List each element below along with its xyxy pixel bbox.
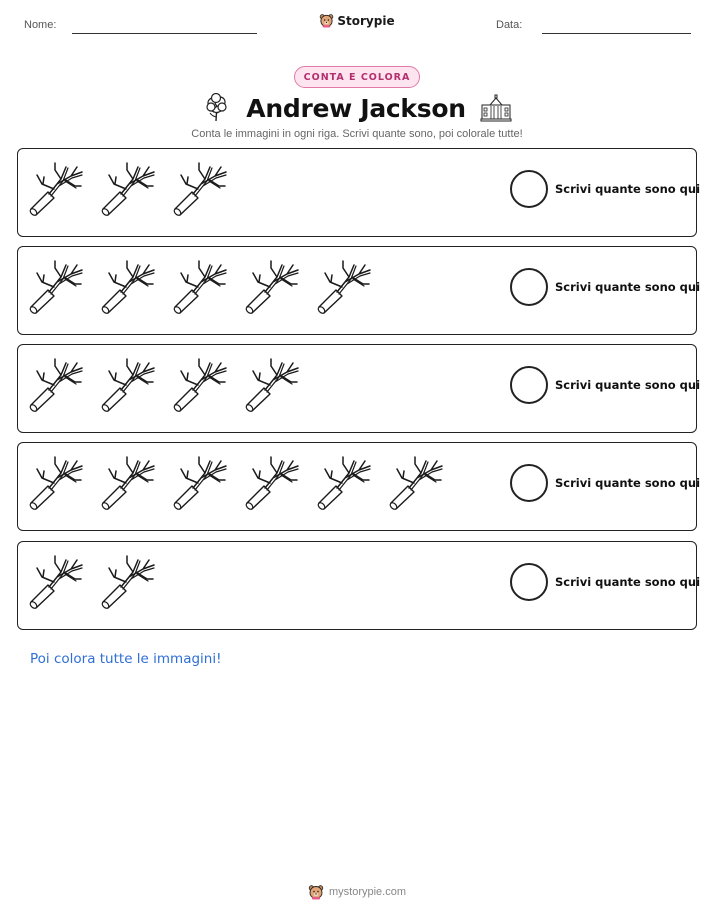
- branch-icon[interactable]: [100, 159, 156, 217]
- branch-icon[interactable]: [100, 257, 156, 315]
- branch-icon[interactable]: [316, 453, 372, 511]
- branch-group: [28, 453, 444, 523]
- branch-icon[interactable]: [100, 453, 156, 511]
- branch-icon[interactable]: [316, 257, 372, 315]
- name-line[interactable]: [72, 33, 257, 34]
- branch-icon[interactable]: [172, 159, 228, 217]
- activity-badge: CONTA E COLORA: [294, 66, 421, 88]
- footer: [0, 884, 714, 900]
- branch-icon[interactable]: [244, 453, 300, 511]
- count-row: [17, 344, 701, 433]
- answer-label: Scrivi quante sono qui: [555, 378, 701, 392]
- answer-label: Scrivi quante sono qui: [555, 182, 701, 196]
- count-row: [17, 541, 701, 630]
- branch-icon[interactable]: [172, 355, 228, 413]
- branch-icon[interactable]: [28, 257, 84, 315]
- answer-label: Scrivi quante sono qui: [555, 476, 701, 490]
- instructions: Conta le immagini in ogni riga. Scrivi quante sono, poi colorale tutte!: [191, 128, 523, 140]
- answer-circle[interactable]: [510, 268, 548, 306]
- count-row: [17, 148, 701, 237]
- answer-circle[interactable]: [510, 366, 548, 404]
- branch-icon[interactable]: [28, 159, 84, 217]
- branch-group: [28, 355, 300, 425]
- count-row: [17, 442, 701, 531]
- date-label: Data:: [496, 19, 523, 31]
- branch-icon[interactable]: [244, 257, 300, 315]
- branch-icon[interactable]: [28, 355, 84, 413]
- storypie-bear-icon: [319, 13, 334, 28]
- brand-logo: [0, 13, 714, 28]
- footer-site: mystorypie.com: [328, 886, 407, 898]
- branch-icon[interactable]: [28, 453, 84, 511]
- cotton-icon: [202, 93, 232, 123]
- badge-wrapper: [0, 66, 714, 88]
- branch-icon[interactable]: [244, 355, 300, 413]
- title-row: [0, 90, 714, 126]
- answer-label: Scrivi quante sono qui: [555, 280, 701, 294]
- branch-group: [28, 159, 228, 229]
- white-house-icon: [480, 94, 512, 122]
- count-row: [17, 246, 701, 335]
- branch-icon[interactable]: [172, 453, 228, 511]
- worksheet-header: [0, 0, 714, 50]
- answer-circle[interactable]: [510, 464, 548, 502]
- branch-icon[interactable]: [100, 355, 156, 413]
- storypie-bear-icon: [308, 884, 324, 900]
- branch-group: [28, 552, 156, 622]
- branch-icon[interactable]: [388, 453, 444, 511]
- branch-icon[interactable]: [28, 552, 84, 610]
- branch-icon[interactable]: [172, 257, 228, 315]
- branch-group: [28, 257, 372, 327]
- date-line[interactable]: [542, 33, 691, 34]
- page-title: Andrew Jackson: [246, 93, 466, 123]
- answer-circle[interactable]: [510, 170, 548, 208]
- branch-icon[interactable]: [100, 552, 156, 610]
- answer-label: Scrivi quante sono qui: [555, 575, 701, 589]
- name-label: Nome:: [24, 19, 57, 31]
- color-note: Poi colora tutte le immagini!: [30, 651, 222, 667]
- answer-circle[interactable]: [510, 563, 548, 601]
- brand-name: Storypie: [337, 13, 395, 28]
